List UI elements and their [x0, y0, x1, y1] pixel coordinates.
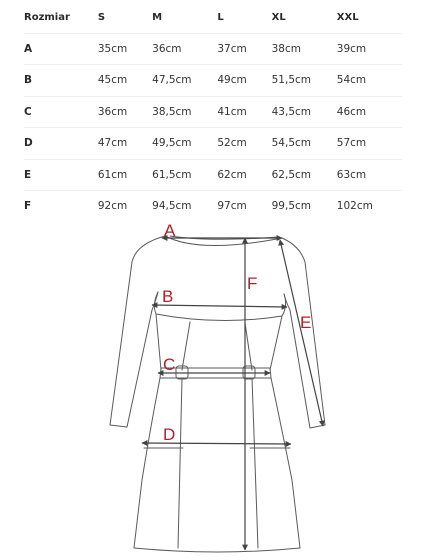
size-header-l: L — [217, 2, 271, 33]
skirt-left-outline — [134, 378, 160, 548]
table-row — [24, 128, 402, 160]
measure-letter-f: F — [247, 274, 258, 293]
cell-value: 45cm — [98, 65, 152, 97]
size-header-row — [24, 2, 402, 33]
cell-value: 47,5cm — [152, 65, 217, 97]
measure-letter-a: A — [164, 221, 176, 240]
garment-measurement-diagram — [0, 218, 425, 560]
skirt-panel-left — [178, 378, 182, 548]
cell-value: 46cm — [337, 96, 402, 128]
cell-value: 37cm — [217, 33, 271, 65]
size-header-xxl: XXL — [337, 2, 402, 33]
table-row — [24, 96, 402, 128]
row-label: B — [24, 65, 98, 97]
cell-value: 54,5cm — [272, 128, 337, 160]
cell-value: 38cm — [272, 33, 337, 65]
measure-letter-c: C — [163, 355, 176, 374]
measure-letter-e: E — [300, 313, 312, 332]
right-sleeve-outline — [282, 238, 325, 428]
measure-line-e — [280, 240, 323, 426]
cell-value: 61cm — [98, 159, 152, 191]
size-header-s: S — [98, 2, 152, 33]
cell-value: 61,5cm — [152, 159, 217, 191]
table-row — [24, 65, 402, 97]
row-label: C — [24, 96, 98, 128]
cell-value: 49,5cm — [152, 128, 217, 160]
skirt-panel-right — [252, 378, 258, 548]
bust-seam-outline — [156, 314, 282, 321]
cell-value: 97cm — [217, 200, 247, 213]
cell-value: 57cm — [337, 128, 402, 160]
left-sleeve-outline — [110, 236, 165, 427]
cell-value: 47cm — [98, 128, 152, 160]
cell-value: 62,5cm — [272, 159, 337, 191]
right-princess-seam — [245, 323, 252, 370]
size-header-xl: XL — [272, 2, 337, 33]
left-princess-seam — [182, 322, 190, 370]
cell-value: 63cm — [337, 159, 402, 191]
cell-value: 102cm — [336, 200, 373, 213]
row-label: D — [24, 128, 98, 160]
size-header-label: Rozmiar — [24, 2, 98, 33]
row-label: E — [24, 159, 98, 191]
cell-value: 43,5cm — [272, 96, 337, 128]
cell-value: 92cm — [97, 200, 128, 213]
cell-value: 38,5cm — [152, 96, 217, 128]
cell-value: 41cm — [217, 96, 271, 128]
table-row — [24, 33, 402, 65]
cell-value: 51,5cm — [272, 65, 337, 97]
table-row — [24, 159, 402, 191]
skirt-right-outline — [271, 378, 300, 548]
bodice-right-outline — [270, 294, 286, 370]
measurement-lines — [142, 238, 323, 550]
dress-outline — [110, 236, 325, 552]
cell-value: 99,5cm — [271, 200, 312, 213]
table-row — [24, 191, 402, 222]
bodice-left-outline — [154, 292, 161, 370]
row-label: F — [24, 200, 32, 213]
hem-outline — [134, 548, 300, 552]
measure-letter-d: D — [163, 425, 176, 444]
cell-value: 35cm — [98, 33, 152, 65]
cell-value: 49cm — [217, 65, 271, 97]
cell-value: 62cm — [217, 159, 271, 191]
cell-value: 52cm — [217, 128, 271, 160]
cell-value: 39cm — [337, 33, 402, 65]
cell-value: 54cm — [337, 65, 402, 97]
cell-value: 94,5cm — [152, 200, 192, 213]
size-chart-table — [24, 2, 402, 222]
cell-value: 36cm — [98, 96, 152, 128]
row-label: A — [24, 33, 98, 65]
size-header-m: M — [152, 2, 217, 33]
measure-letter-b: B — [162, 287, 174, 306]
cell-value: 36cm — [152, 33, 217, 65]
